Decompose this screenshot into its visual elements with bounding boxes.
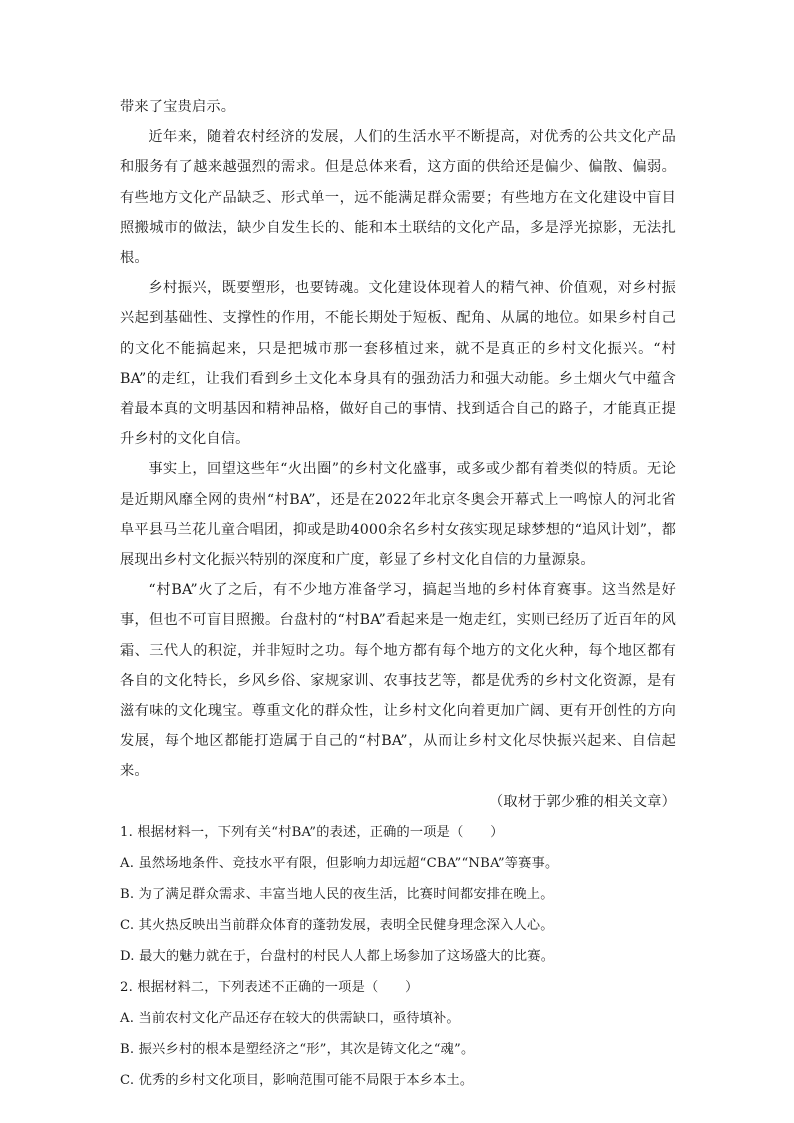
passage-paragraph-2: 乡村振兴，既要塑形，也要铸魂。文化建设体现着人的精气神、价值观，对乡村振兴起到基础性、支撑性的作用，不能长期处于短板、配角、从属的地位。如果乡村自己的文化不能搞起来，只是把城市那一套移植过来，就不是真正的乡村文化振兴。“村BA”的走红，让我们看到乡土文化本身具有的强劲活力和强大动能。乡土烟火气中蕴含着最本真的文明基因和精神品格，做好自己的事情、找到适合自己的路子，才能真正提升乡村的文化自信。 — [120, 280, 676, 448]
document-page — [120, 92, 676, 1096]
question-stem: 1. 根据材料一，下列有关“村BA”的表述，正确的一项是（ ） — [120, 824, 504, 840]
question-1 — [120, 817, 676, 972]
passage-paragraph-4: “村BA”火了之后，有不少地方准备学习，搞起当地的乡村体育赛事。这当然是好事，但也不可盲目照搬。台盘村的“村BA”看起来是一炮走红，实则已经历了近百年的风霜、三代人的积淀，并非短时之功。每个地方都有每个地方的文化火种，每个地区都有各自的文化特长，乡风乡俗、家规家训、农事技艺等，都是优秀的乡村文化资源，是有滋有味的文化瑰宝。尊重文化的群众性，让乡村文化向着更加广阔、更有开创性的方向发展，每个地区都能打造属于自己的“村BA”，从而让乡村文化尽快振兴起来、自信起来。 — [120, 582, 676, 780]
option-a: A. 当前农村文化产品还存在较大的供需缺口，亟待填补。 — [120, 1010, 460, 1026]
option-b: B. 振兴乡村的根本是塑经济之“形”，其次是铸文化之“魂”。 — [120, 1041, 475, 1057]
option-c: C. 其火热反映出当前群众体育的蓬勃发展，表明全民健身理念深入人心。 — [120, 917, 554, 933]
question-2 — [120, 972, 676, 1096]
passage-paragraph-3: 事实上，回望这些年“火出圈”的乡村文化盛事，或多或少都有着类似的特质。无论是近期风靡全网的贵州“村BA”，还是在2022年北京冬奥会开幕式上一鸣惊人的河北省阜平县马兰花儿童合唱团，抑或是助4000余名乡村女孩实现足球梦想的“追风计划”，都展现出乡村文化振兴特别的深度和广度，彰显了乡村文化自信的力量源泉。 — [120, 461, 676, 569]
option-d: D. 最大的魅力就在于，台盘村的村民人人都上场参加了这场盛大的比赛。 — [120, 948, 555, 964]
question-stem: 2. 根据材料二，下列表述不正确的一项是（ ） — [120, 979, 419, 995]
passage-source: （取材于郭少雅的相关文章） — [488, 793, 676, 810]
option-b: B. 为了满足群众需求、丰富当地人民的夜生活，比赛时间都安排在晚上。 — [120, 886, 554, 902]
passage-paragraph-0: 带来了宝贵启示。 — [120, 99, 236, 115]
option-c: C. 优秀的乡村文化项目，影响范围可能不局限于本乡本土。 — [120, 1072, 474, 1088]
passage-paragraph-1: 近年来，随着农村经济的发展，人们的生活水平不断提高，对优秀的公共文化产品和服务有了越来越强烈的需求。但是总体来看，这方面的供给还是偏少、偏散、偏弱。有些地方文化产品缺乏、形式单一，远不能满足群众需要；有些地方在文化建设中盲目照搬城市的做法，缺少自发生长的、能和本土联结的文化产品，多是浮光掠影，无法扎根。 — [120, 129, 676, 267]
option-a: A. 虽然场地条件、竞技水平有限，但影响力却远超“CBA”“NBA”等赛事。 — [120, 855, 559, 871]
